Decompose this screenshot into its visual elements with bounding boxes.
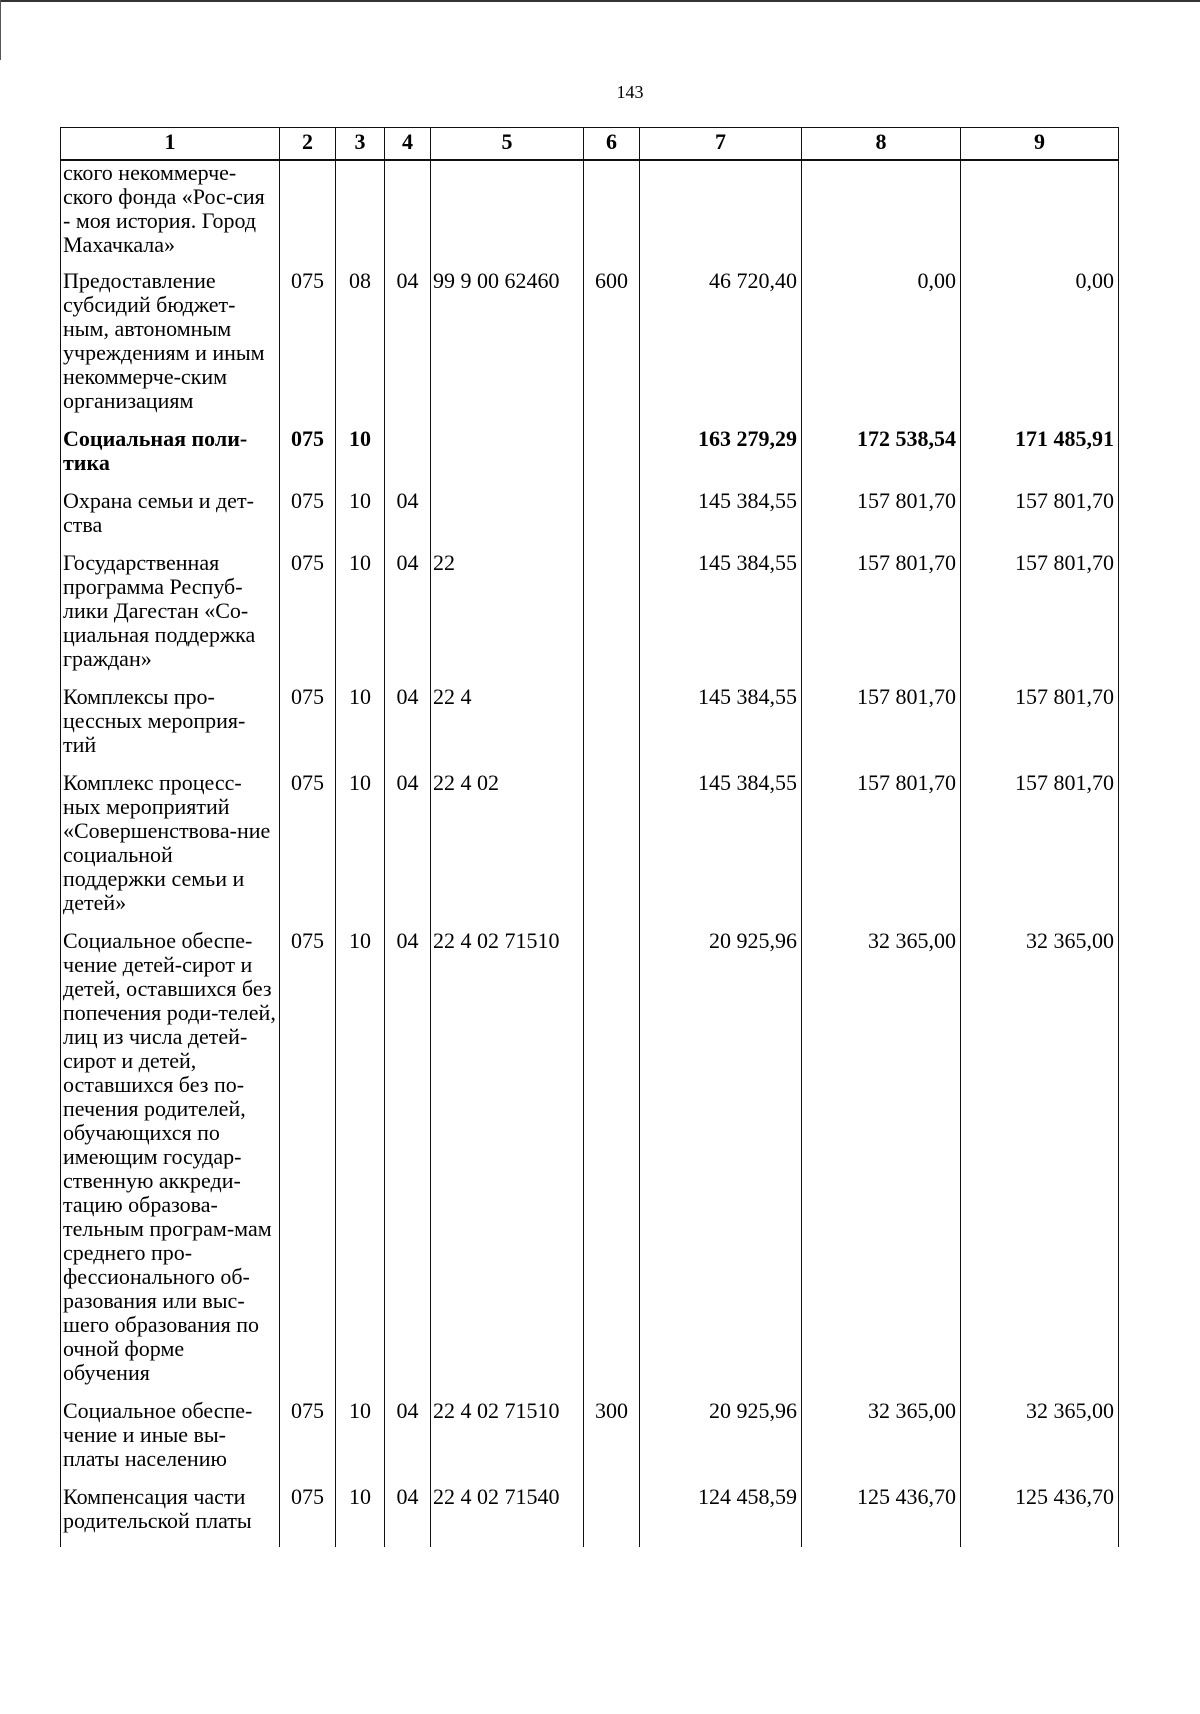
table-row bbox=[61, 551, 1119, 685]
row-section: 10 bbox=[336, 1485, 385, 1547]
scan-edge-left bbox=[0, 0, 1, 60]
row-section: 08 bbox=[336, 269, 385, 427]
table-row bbox=[61, 269, 1119, 427]
table-header-row bbox=[61, 128, 1119, 161]
row-expense-type bbox=[584, 1485, 640, 1547]
row-value-col9: 125 436,70 bbox=[961, 1485, 1119, 1547]
row-section: 10 bbox=[336, 1399, 385, 1485]
row-subsection: 04 bbox=[385, 1485, 431, 1547]
budget-table bbox=[60, 127, 1119, 1547]
row-value-col9: 157 801,70 bbox=[961, 771, 1119, 929]
row-value-col7: 145 384,55 bbox=[640, 551, 802, 685]
row-section: 10 bbox=[336, 685, 385, 771]
row-target-article: 22 4 02 71540 bbox=[431, 1485, 584, 1547]
row-target-article: 22 bbox=[431, 551, 584, 685]
row-value-col7: 124 458,59 bbox=[640, 1485, 802, 1547]
row-value-col8: 0,00 bbox=[802, 269, 961, 427]
row-value-col7: 46 720,40 bbox=[640, 269, 802, 427]
row-subsection bbox=[385, 427, 431, 489]
table-row bbox=[61, 489, 1119, 551]
row-value-col9 bbox=[961, 160, 1119, 269]
row-expense-type bbox=[584, 551, 640, 685]
row-target-article bbox=[431, 160, 584, 269]
row-subsection: 04 bbox=[385, 269, 431, 427]
row-value-col9: 32 365,00 bbox=[961, 929, 1119, 1399]
header-col-3: 3 bbox=[336, 128, 385, 161]
header-col-4: 4 bbox=[385, 128, 431, 161]
header-col-7: 7 bbox=[640, 128, 802, 161]
row-value-col8: 157 801,70 bbox=[802, 771, 961, 929]
row-value-col7: 145 384,55 bbox=[640, 489, 802, 551]
row-name: Охрана семьи и дет-ства bbox=[61, 489, 280, 551]
row-target-article: 22 4 02 71510 bbox=[431, 929, 584, 1399]
table-row bbox=[61, 771, 1119, 929]
row-value-col9: 32 365,00 bbox=[961, 1399, 1119, 1485]
table-row bbox=[61, 1485, 1119, 1547]
row-expense-type bbox=[584, 160, 640, 269]
row-subsection: 04 bbox=[385, 1399, 431, 1485]
row-value-col7: 20 925,96 bbox=[640, 929, 802, 1399]
row-value-col9: 157 801,70 bbox=[961, 489, 1119, 551]
row-grbs: 075 bbox=[280, 1399, 336, 1485]
header-col-6: 6 bbox=[584, 128, 640, 161]
row-value-col9: 0,00 bbox=[961, 269, 1119, 427]
header-col-5: 5 bbox=[431, 128, 584, 161]
header-col-8: 8 bbox=[802, 128, 961, 161]
row-subsection: 04 bbox=[385, 489, 431, 551]
row-subsection: 04 bbox=[385, 929, 431, 1399]
row-name: ского некоммерче-ского фонда «Рос-сия - моя история. Город Махачкала» bbox=[61, 160, 280, 269]
row-target-article: 22 4 02 71510 bbox=[431, 1399, 584, 1485]
row-target-article: 99 9 00 62460 bbox=[431, 269, 584, 427]
row-name: Комплекс процесс-ных мероприятий «Совершенствова-ние социальной поддержки семьи и детей» bbox=[61, 771, 280, 929]
row-expense-type bbox=[584, 427, 640, 489]
row-target-article: 22 4 02 bbox=[431, 771, 584, 929]
row-value-col8 bbox=[802, 160, 961, 269]
row-value-col8: 157 801,70 bbox=[802, 551, 961, 685]
row-value-col8: 157 801,70 bbox=[802, 685, 961, 771]
row-section: 10 bbox=[336, 929, 385, 1399]
row-value-col8: 172 538,54 bbox=[802, 427, 961, 489]
row-grbs: 075 bbox=[280, 771, 336, 929]
row-expense-type bbox=[584, 929, 640, 1399]
row-subsection: 04 bbox=[385, 551, 431, 685]
row-value-col9: 157 801,70 bbox=[961, 551, 1119, 685]
header-col-2: 2 bbox=[280, 128, 336, 161]
table-row bbox=[61, 160, 1119, 269]
row-expense-type: 300 bbox=[584, 1399, 640, 1485]
row-expense-type bbox=[584, 771, 640, 929]
table-row bbox=[61, 1399, 1119, 1485]
header-col-1: 1 bbox=[61, 128, 280, 161]
row-value-col8: 157 801,70 bbox=[802, 489, 961, 551]
row-expense-type bbox=[584, 685, 640, 771]
row-section: 10 bbox=[336, 427, 385, 489]
row-grbs: 075 bbox=[280, 427, 336, 489]
row-value-col9: 171 485,91 bbox=[961, 427, 1119, 489]
row-name: Комплексы про-цессных мероприя-тий bbox=[61, 685, 280, 771]
table-row bbox=[61, 427, 1119, 489]
row-value-col8: 125 436,70 bbox=[802, 1485, 961, 1547]
row-value-col8: 32 365,00 bbox=[802, 1399, 961, 1485]
row-section bbox=[336, 160, 385, 269]
row-name: Предоставление субсидий бюджет-ным, автономным учреждениям и иным некоммерче-ским организациям bbox=[61, 269, 280, 427]
row-value-col9: 157 801,70 bbox=[961, 685, 1119, 771]
row-section: 10 bbox=[336, 489, 385, 551]
row-name: Социальное обеспе-чение детей-сирот и детей, оставшихся без попечения роди-телей, лиц из числа детей-сирот и детей, оставшихся без по-печения родителей, обучающихся по имеющим государ-ственную аккреди-тацию образова-тельным програм-мам среднего про-фессионального об-разования или выс-шего образования по очной форме обучения bbox=[61, 929, 280, 1399]
row-name: Компенсация части родительской платы bbox=[61, 1485, 280, 1547]
row-grbs: 075 bbox=[280, 929, 336, 1399]
row-target-article bbox=[431, 427, 584, 489]
row-value-col8: 32 365,00 bbox=[802, 929, 961, 1399]
row-name: Социальная поли-тика bbox=[61, 427, 280, 489]
row-name: Государственная программа Респуб-лики Дагестан «Со-циальная поддержка граждан» bbox=[61, 551, 280, 685]
row-value-col7: 145 384,55 bbox=[640, 771, 802, 929]
row-grbs: 075 bbox=[280, 685, 336, 771]
row-target-article: 22 4 bbox=[431, 685, 584, 771]
row-value-col7: 145 384,55 bbox=[640, 685, 802, 771]
row-expense-type: 600 bbox=[584, 269, 640, 427]
row-value-col7: 163 279,29 bbox=[640, 427, 802, 489]
row-subsection: 04 bbox=[385, 685, 431, 771]
row-grbs bbox=[280, 160, 336, 269]
row-value-col7 bbox=[640, 160, 802, 269]
table-row bbox=[61, 685, 1119, 771]
scan-edge-top bbox=[0, 0, 1200, 2]
row-target-article bbox=[431, 489, 584, 551]
header-col-9: 9 bbox=[961, 128, 1119, 161]
row-subsection: 04 bbox=[385, 771, 431, 929]
row-grbs: 075 bbox=[280, 269, 336, 427]
row-subsection bbox=[385, 160, 431, 269]
row-section: 10 bbox=[336, 771, 385, 929]
table-row bbox=[61, 929, 1119, 1399]
row-grbs: 075 bbox=[280, 489, 336, 551]
row-expense-type bbox=[584, 489, 640, 551]
row-grbs: 075 bbox=[280, 551, 336, 685]
page-number: 143 bbox=[616, 82, 644, 102]
row-value-col7: 20 925,96 bbox=[640, 1399, 802, 1485]
row-name: Социальное обеспе-чение и иные вы-платы населению bbox=[61, 1399, 280, 1485]
row-grbs: 075 bbox=[280, 1485, 336, 1547]
row-section: 10 bbox=[336, 551, 385, 685]
